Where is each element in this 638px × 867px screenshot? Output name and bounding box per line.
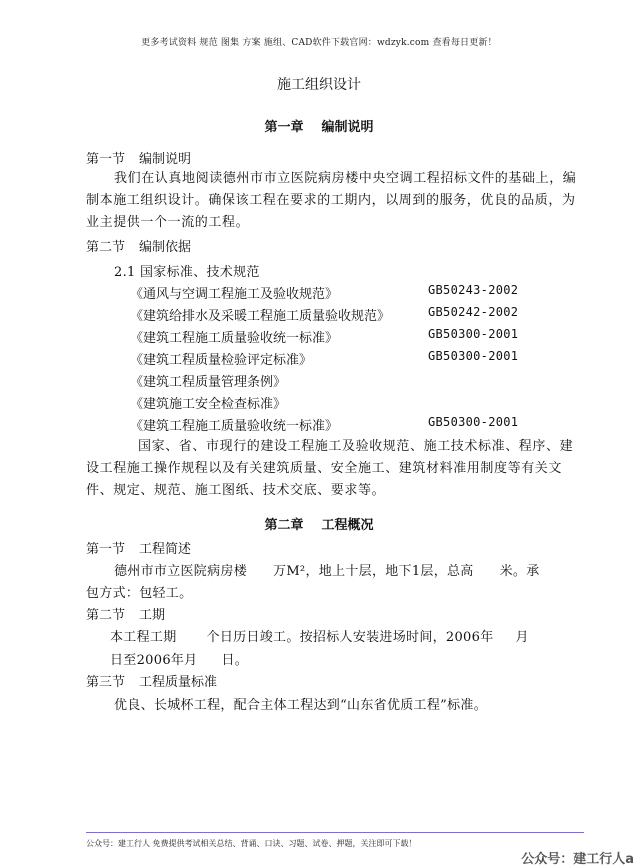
standard-row [130,327,519,346]
schedule-text: 月 [515,630,529,645]
schedule-line-2 [110,649,248,668]
basis-paragraph [86,436,586,502]
schedule-text: 本工程工期 [110,630,177,645]
header-note: 更多考试资料 规范 图集 方案 施组、CAD软件下载官网：wdzyk.com 查看每日更新！ [141,38,497,48]
standard-code: GB50300-2001 [428,415,519,429]
ch2-section-1-heading [86,538,191,557]
standard-name: 《建筑施工安全检查标准》 [130,397,287,412]
subsection-2-1: 2.1 国家标准、技术规范 [114,265,260,280]
ch1-section-1-heading [86,148,191,167]
footer-divider [86,832,584,833]
schedule-text: 个日历日竣工。按招标人安装进场时间，2006年 [206,630,494,645]
section-label: 第一节 [86,542,126,557]
chapter-2-title: 工程概况 [321,518,374,533]
section-title: 编制说明 [139,152,192,167]
paragraph-text: 我们在认真地阅读德州市市立医院病房楼中央空调工程招标文件的基础上，编制本施工组织设计。确保该工程在要求的工期内，以周到的服务，优良的品质，为业主提供一个一流的工程。 [86,171,577,230]
standard-row [130,393,286,412]
standard-code: GB50300-2001 [428,327,519,341]
standard-code: GB50243-2002 [428,283,519,297]
overview-line-2: 包方式：包轻工。 [86,586,193,601]
section-title: 工程质量标准 [139,675,218,690]
section-title: 编制依据 [139,240,192,255]
standard-code: GB50300-2001 [428,349,519,363]
standard-row [130,305,519,324]
standard-name: 《建筑工程施工质量验收统一标准》 [130,419,339,434]
standard-code: GB50242-2002 [428,305,519,319]
section-label: 第一节 [86,152,126,167]
section-title: 工程简述 [139,542,192,557]
standard-name: 《通风与空调工程施工及验收规范》 [130,287,339,302]
schedule-text: 日至2006年月 [110,653,198,668]
standard-name: 《建筑工程质量管理条例》 [130,375,287,390]
overview-line-1 [114,560,540,579]
chapter-1-heading [0,116,638,135]
standard-name: 《建筑工程施工质量验收统一标准》 [130,331,339,346]
watermark: 公众号：建工行人a [521,852,634,867]
schedule-text: 日。 [221,653,249,668]
section-label: 第二节 [86,608,126,623]
chapter-2-heading [0,514,638,533]
schedule-line-1 [110,626,529,645]
paragraph-text: 国家、省、市现行的建设工程施工及验收规范、施工技术标准、程序、建设工程施工操作规程以及有关建筑质量、安全施工、建筑材料准用制度等有关文件、规定、规范、施工图纸、技术交底、要求等。 [86,439,574,498]
ch2-section-2-heading [86,604,165,623]
document-title: 施工组织设计 [277,77,361,93]
section-title: 工期 [139,608,166,623]
chapter-1-title: 编制说明 [321,120,374,135]
section-label: 第三节 [86,675,126,690]
quality-paragraph: 优良、长城杯工程，配合主体工程达到“山东省优质工程”标准。 [114,698,487,713]
chapter-1-label: 第一章 [264,120,304,135]
section-label: 第二节 [86,240,126,255]
footer-note: 公众号：建工行人 免费提供考试相关总结、背诵、口诀、习题、试卷、押题，关注即可下载！ [86,839,417,848]
overview-text: 米。承 [499,564,540,579]
standard-row [130,283,519,302]
standard-row [130,349,519,368]
overview-text: 德州市市立医院病房楼 [114,564,248,579]
ch1-section-1-paragraph [86,168,586,234]
standard-name: 《建筑工程质量检验评定标准》 [130,353,313,368]
overview-text: 万M²，地上十层，地下1层，总高 [273,564,474,579]
chapter-2-label: 第二章 [264,518,304,533]
standard-row [130,371,286,390]
standard-name: 《建筑给排水及采暖工程施工质量验收规范》 [130,309,391,324]
ch2-section-3-heading [86,671,217,690]
standard-row [130,415,519,434]
ch1-section-2-heading [86,236,191,255]
